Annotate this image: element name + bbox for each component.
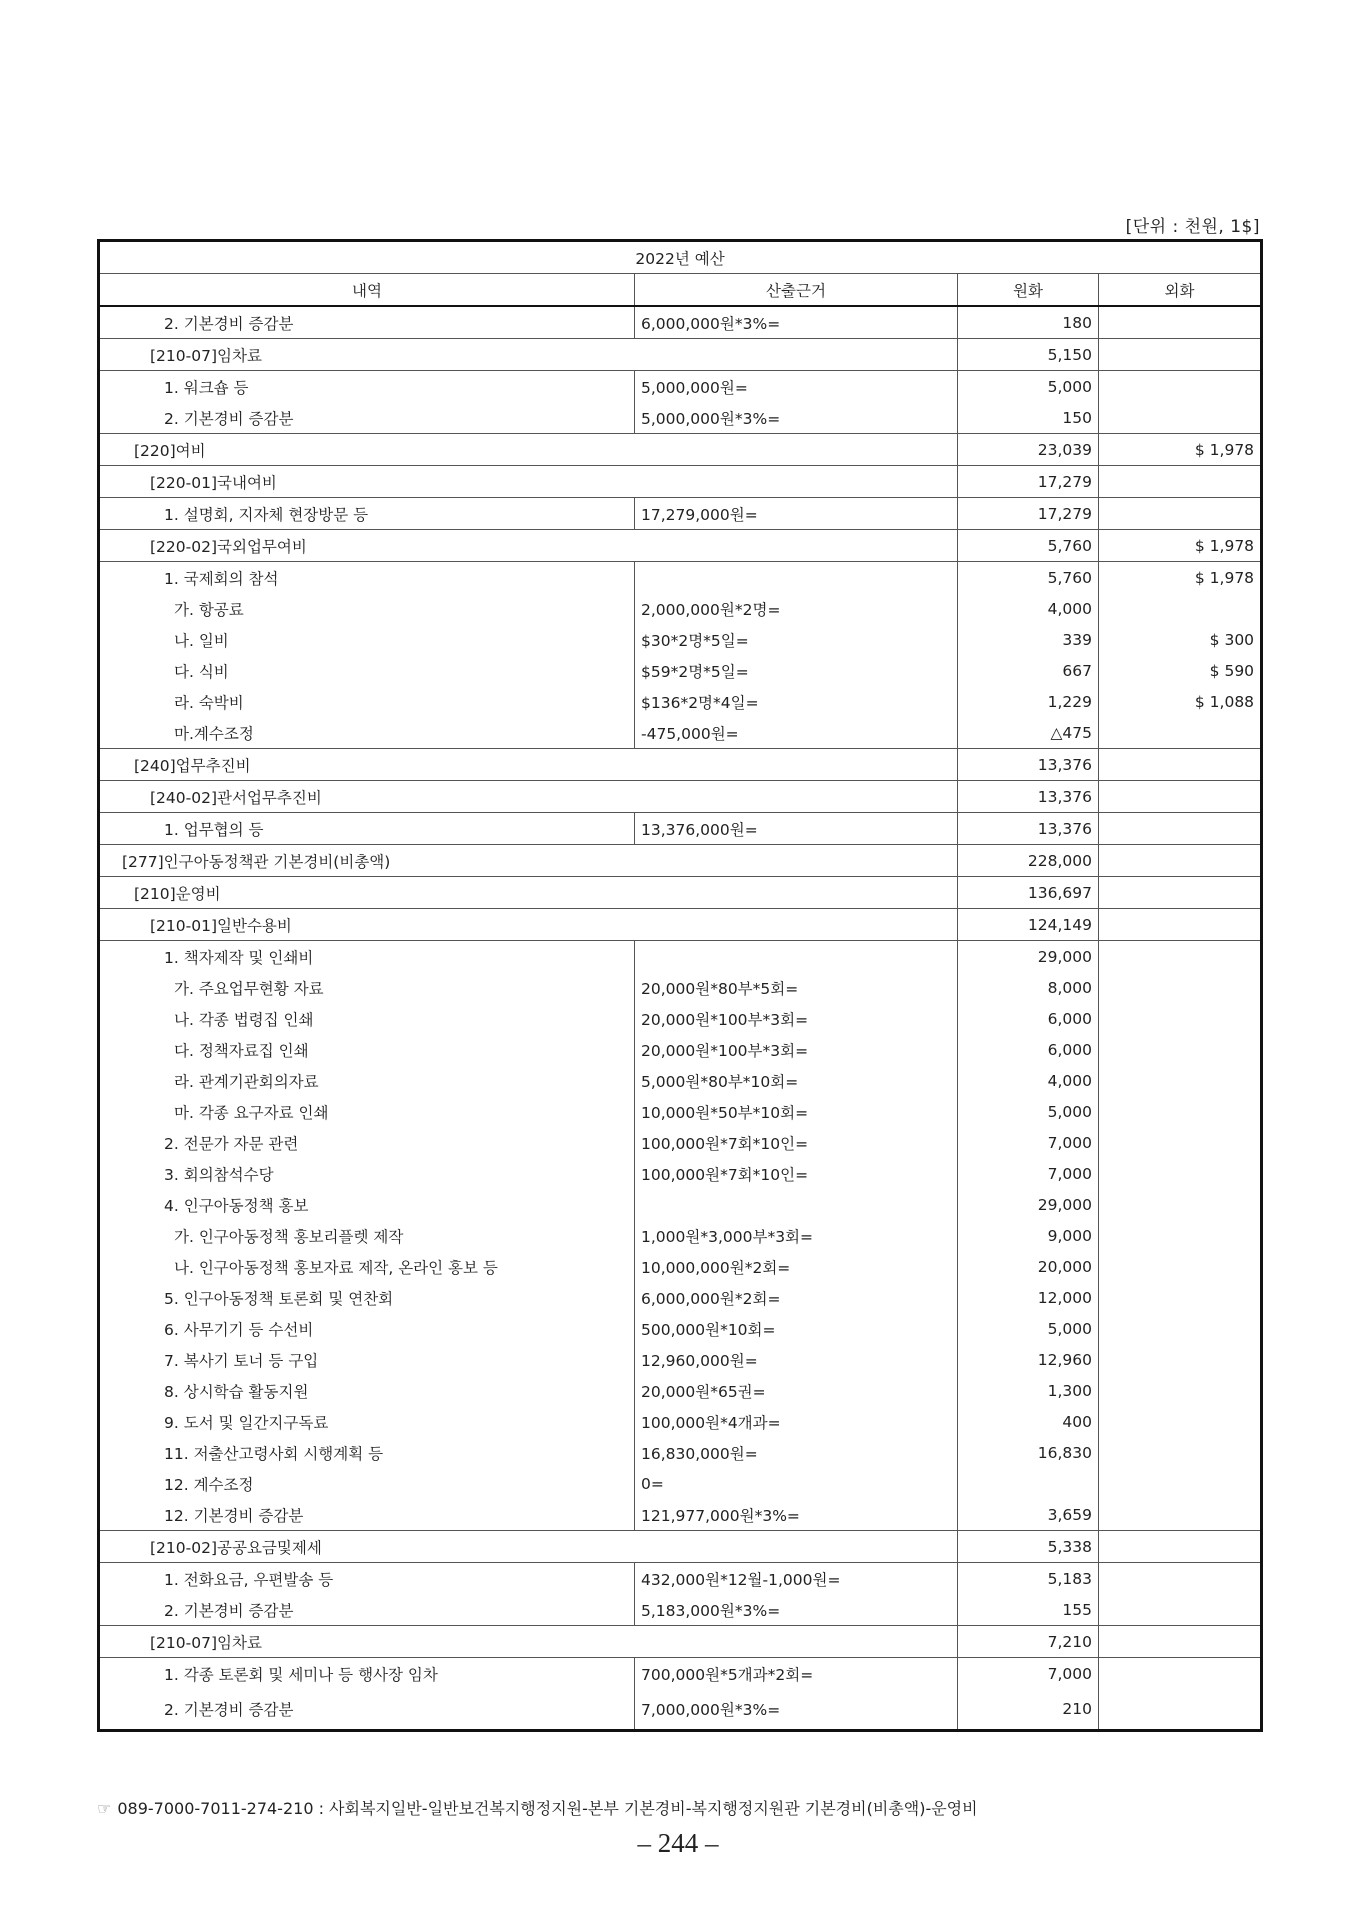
row-basis: -475,000원= xyxy=(635,717,958,749)
row-basis: 7,000,000원*3%= xyxy=(635,1689,958,1731)
column-header-foreign: 외화 xyxy=(1099,274,1262,307)
row-description: 나. 인구아동정책 홍보자료 제작, 온라인 홍보 등 xyxy=(99,1251,635,1282)
row-basis: $30*2명*5일= xyxy=(635,624,958,655)
row-description: [240-02]관서업무추진비 xyxy=(99,781,958,813)
row-basis xyxy=(635,562,958,594)
row-foreign-amount xyxy=(1099,466,1262,498)
row-basis xyxy=(635,941,958,973)
pointing-hand-icon: ☞ xyxy=(97,1799,112,1818)
row-basis: 20,000원*100부*3회= xyxy=(635,1034,958,1065)
row-foreign-amount xyxy=(1099,402,1262,434)
table-body xyxy=(99,306,1262,1731)
row-description: 가. 주요업무현황 자료 xyxy=(99,972,635,1003)
row-description: 나. 일비 xyxy=(99,624,635,655)
row-krw-amount: 210 xyxy=(958,1689,1099,1731)
row-foreign-amount xyxy=(1099,1096,1262,1127)
table-row xyxy=(99,749,1262,781)
row-krw-amount: 13,376 xyxy=(958,813,1099,845)
row-description: 6. 사무기기 등 수선비 xyxy=(99,1313,635,1344)
row-description: 3. 회의참석수당 xyxy=(99,1158,635,1189)
row-description: [210-02]공공요금및제세 xyxy=(99,1531,958,1563)
row-foreign-amount xyxy=(1099,1531,1262,1563)
footer-text: 089-7000-7011-274-210 : 사회복지일반-일반보건복지행정지원-본부 기본경비-복지행정지원관 기본경비(비총액)-운영비 xyxy=(117,1799,978,1818)
row-krw-amount: 17,279 xyxy=(958,498,1099,530)
row-foreign-amount xyxy=(1099,1658,1262,1690)
row-krw-amount: 3,659 xyxy=(958,1499,1099,1531)
row-description: 9. 도서 및 일간지구독료 xyxy=(99,1406,635,1437)
table-row xyxy=(99,466,1262,498)
table-row xyxy=(99,1658,1262,1690)
table-row xyxy=(99,909,1262,941)
table-row xyxy=(99,1034,1262,1065)
row-description: 5. 인구아동정책 토론회 및 연찬회 xyxy=(99,1282,635,1313)
column-header-krw: 원화 xyxy=(958,274,1099,307)
row-krw-amount: 13,376 xyxy=(958,749,1099,781)
table-row xyxy=(99,1003,1262,1034)
row-krw-amount: 228,000 xyxy=(958,845,1099,877)
row-description: 2. 전문가 자문 관련 xyxy=(99,1127,635,1158)
row-foreign-amount xyxy=(1099,1003,1262,1034)
unit-label: [단위 : 천원, 1$] xyxy=(1125,217,1260,237)
row-description: 7. 복사기 토너 등 구입 xyxy=(99,1344,635,1375)
row-krw-amount: 1,229 xyxy=(958,686,1099,717)
row-krw-amount: 9,000 xyxy=(958,1220,1099,1251)
row-description: [210-07]임차료 xyxy=(99,1626,958,1658)
table-row xyxy=(99,624,1262,655)
row-description: 다. 식비 xyxy=(99,655,635,686)
row-basis: 20,000원*80부*5회= xyxy=(635,972,958,1003)
row-description: 가. 인구아동정책 홍보리플렛 제작 xyxy=(99,1220,635,1251)
row-krw-amount: 5,000 xyxy=(958,371,1099,403)
row-krw-amount: 5,338 xyxy=(958,1531,1099,1563)
row-foreign-amount xyxy=(1099,371,1262,403)
table-row xyxy=(99,813,1262,845)
row-krw-amount xyxy=(958,1468,1099,1499)
row-foreign-amount: $ 1,978 xyxy=(1099,562,1262,594)
row-basis: 12,960,000원= xyxy=(635,1344,958,1375)
table-row xyxy=(99,434,1262,466)
row-description: 1. 국제회의 참석 xyxy=(99,562,635,594)
row-basis: 6,000,000원*3%= xyxy=(635,306,958,339)
row-foreign-amount xyxy=(1099,1313,1262,1344)
footer-note xyxy=(97,1796,978,1819)
row-basis: 5,000,000원*3%= xyxy=(635,402,958,434)
row-basis: 100,000원*7회*10인= xyxy=(635,1127,958,1158)
row-krw-amount: 667 xyxy=(958,655,1099,686)
table-row xyxy=(99,1437,1262,1468)
row-description: 12. 기본경비 증감분 xyxy=(99,1499,635,1531)
row-basis: 2,000,000원*2명= xyxy=(635,593,958,624)
row-krw-amount: 29,000 xyxy=(958,1189,1099,1220)
row-krw-amount: 20,000 xyxy=(958,1251,1099,1282)
row-krw-amount: 1,300 xyxy=(958,1375,1099,1406)
row-krw-amount: 29,000 xyxy=(958,941,1099,973)
table-row xyxy=(99,1220,1262,1251)
row-foreign-amount xyxy=(1099,877,1262,909)
row-description: 1. 책자제작 및 인쇄비 xyxy=(99,941,635,973)
row-basis: 20,000원*100부*3회= xyxy=(635,1003,958,1034)
row-foreign-amount xyxy=(1099,909,1262,941)
row-krw-amount: 23,039 xyxy=(958,434,1099,466)
row-description: 1. 전화요금, 우편발송 등 xyxy=(99,1563,635,1595)
row-description: [210]운영비 xyxy=(99,877,958,909)
table-row xyxy=(99,1158,1262,1189)
row-basis: $136*2명*4일= xyxy=(635,686,958,717)
row-basis: 10,000,000원*2회= xyxy=(635,1251,958,1282)
table-row xyxy=(99,1468,1262,1499)
row-foreign-amount xyxy=(1099,1189,1262,1220)
table-row xyxy=(99,593,1262,624)
row-krw-amount: 13,376 xyxy=(958,781,1099,813)
row-foreign-amount xyxy=(1099,813,1262,845)
table-row xyxy=(99,941,1262,973)
column-header-description: 내역 xyxy=(99,274,635,307)
row-foreign-amount xyxy=(1099,1127,1262,1158)
table-row xyxy=(99,1375,1262,1406)
row-krw-amount: 5,000 xyxy=(958,1313,1099,1344)
row-basis: $59*2명*5일= xyxy=(635,655,958,686)
row-krw-amount: △475 xyxy=(958,717,1099,749)
row-basis: 6,000,000원*2회= xyxy=(635,1282,958,1313)
row-basis: 100,000원*4개과= xyxy=(635,1406,958,1437)
row-foreign-amount xyxy=(1099,593,1262,624)
row-foreign-amount xyxy=(1099,1375,1262,1406)
table-row xyxy=(99,1313,1262,1344)
row-foreign-amount xyxy=(1099,339,1262,371)
row-foreign-amount xyxy=(1099,1689,1262,1731)
row-basis: 5,000,000원= xyxy=(635,371,958,403)
table-row xyxy=(99,972,1262,1003)
row-description: [220-02]국외업무여비 xyxy=(99,530,958,562)
row-foreign-amount xyxy=(1099,1344,1262,1375)
row-basis: 5,183,000원*3%= xyxy=(635,1594,958,1626)
table-row xyxy=(99,371,1262,403)
row-krw-amount: 5,760 xyxy=(958,530,1099,562)
table-row xyxy=(99,1626,1262,1658)
table-row xyxy=(99,1282,1262,1313)
row-basis: 13,376,000원= xyxy=(635,813,958,845)
table-row xyxy=(99,530,1262,562)
row-description: 가. 항공료 xyxy=(99,593,635,624)
row-foreign-amount xyxy=(1099,1406,1262,1437)
row-foreign-amount xyxy=(1099,972,1262,1003)
table-row xyxy=(99,1189,1262,1220)
table-row xyxy=(99,1689,1262,1731)
row-foreign-amount xyxy=(1099,1626,1262,1658)
row-krw-amount: 12,960 xyxy=(958,1344,1099,1375)
table-row xyxy=(99,686,1262,717)
table-row xyxy=(99,717,1262,749)
row-description: 2. 기본경비 증감분 xyxy=(99,402,635,434)
table-row xyxy=(99,1251,1262,1282)
table-row xyxy=(99,1531,1262,1563)
table-row xyxy=(99,1127,1262,1158)
row-krw-amount: 124,149 xyxy=(958,909,1099,941)
row-krw-amount: 136,697 xyxy=(958,877,1099,909)
row-krw-amount: 400 xyxy=(958,1406,1099,1437)
row-krw-amount: 7,000 xyxy=(958,1158,1099,1189)
row-krw-amount: 7,000 xyxy=(958,1127,1099,1158)
row-foreign-amount xyxy=(1099,498,1262,530)
row-description: 11. 저출산고령사회 시행계획 등 xyxy=(99,1437,635,1468)
row-krw-amount: 12,000 xyxy=(958,1282,1099,1313)
row-basis: 20,000원*65권= xyxy=(635,1375,958,1406)
row-basis xyxy=(635,1189,958,1220)
row-krw-amount: 16,830 xyxy=(958,1437,1099,1468)
row-basis: 0= xyxy=(635,1468,958,1499)
row-basis: 121,977,000원*3%= xyxy=(635,1499,958,1531)
row-description: [220]여비 xyxy=(99,434,958,466)
row-description: 1. 설명회, 지자체 현장방문 등 xyxy=(99,498,635,530)
column-header-basis: 산출근거 xyxy=(635,274,958,307)
table-row xyxy=(99,1563,1262,1595)
row-foreign-amount xyxy=(1099,781,1262,813)
row-foreign-amount xyxy=(1099,749,1262,781)
row-foreign-amount: $ 590 xyxy=(1099,655,1262,686)
table-row xyxy=(99,562,1262,594)
row-basis: 17,279,000원= xyxy=(635,498,958,530)
row-description: 마.계수조정 xyxy=(99,717,635,749)
row-foreign-amount xyxy=(1099,941,1262,973)
table-row xyxy=(99,1096,1262,1127)
row-description: 2. 기본경비 증감분 xyxy=(99,1689,635,1731)
row-krw-amount: 5,760 xyxy=(958,562,1099,594)
row-krw-amount: 5,000 xyxy=(958,1096,1099,1127)
row-krw-amount: 8,000 xyxy=(958,972,1099,1003)
row-description: 2. 기본경비 증감분 xyxy=(99,1594,635,1626)
row-basis: 700,000원*5개과*2회= xyxy=(635,1658,958,1690)
row-foreign-amount xyxy=(1099,1563,1262,1595)
row-krw-amount: 7,210 xyxy=(958,1626,1099,1658)
row-description: 다. 정책자료집 인쇄 xyxy=(99,1034,635,1065)
row-description: 마. 각종 요구자료 인쇄 xyxy=(99,1096,635,1127)
row-basis: 1,000원*3,000부*3회= xyxy=(635,1220,958,1251)
row-foreign-amount xyxy=(1099,1220,1262,1251)
row-foreign-amount xyxy=(1099,1594,1262,1626)
row-krw-amount: 6,000 xyxy=(958,1003,1099,1034)
row-description: 라. 관계기관회의자료 xyxy=(99,1065,635,1096)
table-row xyxy=(99,781,1262,813)
row-description: [210-07]임차료 xyxy=(99,339,958,371)
year-header: 2022년 예산 xyxy=(99,241,1262,274)
row-basis: 5,000원*80부*10회= xyxy=(635,1065,958,1096)
row-basis: 500,000원*10회= xyxy=(635,1313,958,1344)
row-foreign-amount xyxy=(1099,1251,1262,1282)
row-foreign-amount xyxy=(1099,845,1262,877)
row-krw-amount: 7,000 xyxy=(958,1658,1099,1690)
row-description: 1. 각종 토론회 및 세미나 등 행사장 임차 xyxy=(99,1658,635,1690)
table-row xyxy=(99,1344,1262,1375)
row-foreign-amount xyxy=(1099,1468,1262,1499)
row-foreign-amount xyxy=(1099,1034,1262,1065)
row-basis: 100,000원*7회*10인= xyxy=(635,1158,958,1189)
row-description: 12. 계수조정 xyxy=(99,1468,635,1499)
row-krw-amount: 6,000 xyxy=(958,1034,1099,1065)
table-row xyxy=(99,1065,1262,1096)
table-row xyxy=(99,402,1262,434)
row-krw-amount: 4,000 xyxy=(958,593,1099,624)
row-foreign-amount: $ 300 xyxy=(1099,624,1262,655)
row-description: [220-01]국내여비 xyxy=(99,466,958,498)
row-foreign-amount xyxy=(1099,1065,1262,1096)
row-foreign-amount: $ 1,978 xyxy=(1099,434,1262,466)
row-krw-amount: 180 xyxy=(958,306,1099,339)
row-basis: 10,000원*50부*10회= xyxy=(635,1096,958,1127)
row-foreign-amount xyxy=(1099,717,1262,749)
row-krw-amount: 155 xyxy=(958,1594,1099,1626)
row-description: 2. 기본경비 증감분 xyxy=(99,306,635,339)
row-foreign-amount: $ 1,088 xyxy=(1099,686,1262,717)
table-row xyxy=(99,655,1262,686)
row-krw-amount: 339 xyxy=(958,624,1099,655)
row-foreign-amount xyxy=(1099,1282,1262,1313)
row-krw-amount: 17,279 xyxy=(958,466,1099,498)
table-row xyxy=(99,877,1262,909)
row-basis: 432,000원*12월-1,000원= xyxy=(635,1563,958,1595)
row-description: [240]업무추진비 xyxy=(99,749,958,781)
row-description: 나. 각종 법령집 인쇄 xyxy=(99,1003,635,1034)
row-krw-amount: 5,150 xyxy=(958,339,1099,371)
row-description: 8. 상시학습 활동지원 xyxy=(99,1375,635,1406)
table-row xyxy=(99,306,1262,339)
table-row xyxy=(99,498,1262,530)
page-number: – 244 – xyxy=(637,1828,719,1858)
table-row xyxy=(99,1499,1262,1531)
row-krw-amount: 4,000 xyxy=(958,1065,1099,1096)
row-krw-amount: 150 xyxy=(958,402,1099,434)
row-description: [210-01]일반수용비 xyxy=(99,909,958,941)
row-description: 4. 인구아동정책 홍보 xyxy=(99,1189,635,1220)
row-description: 1. 업무협의 등 xyxy=(99,813,635,845)
table-row xyxy=(99,845,1262,877)
row-foreign-amount xyxy=(1099,1499,1262,1531)
table-row xyxy=(99,1594,1262,1626)
row-foreign-amount xyxy=(1099,1158,1262,1189)
row-basis: 16,830,000원= xyxy=(635,1437,958,1468)
row-description: [277]인구아동정책관 기본경비(비총액) xyxy=(99,845,958,877)
row-foreign-amount: $ 1,978 xyxy=(1099,530,1262,562)
row-krw-amount: 5,183 xyxy=(958,1563,1099,1595)
row-description: 1. 워크숍 등 xyxy=(99,371,635,403)
table-row xyxy=(99,1406,1262,1437)
row-foreign-amount xyxy=(1099,306,1262,339)
table-row xyxy=(99,339,1262,371)
budget-table xyxy=(97,239,1263,1732)
row-description: 라. 숙박비 xyxy=(99,686,635,717)
row-foreign-amount xyxy=(1099,1437,1262,1468)
